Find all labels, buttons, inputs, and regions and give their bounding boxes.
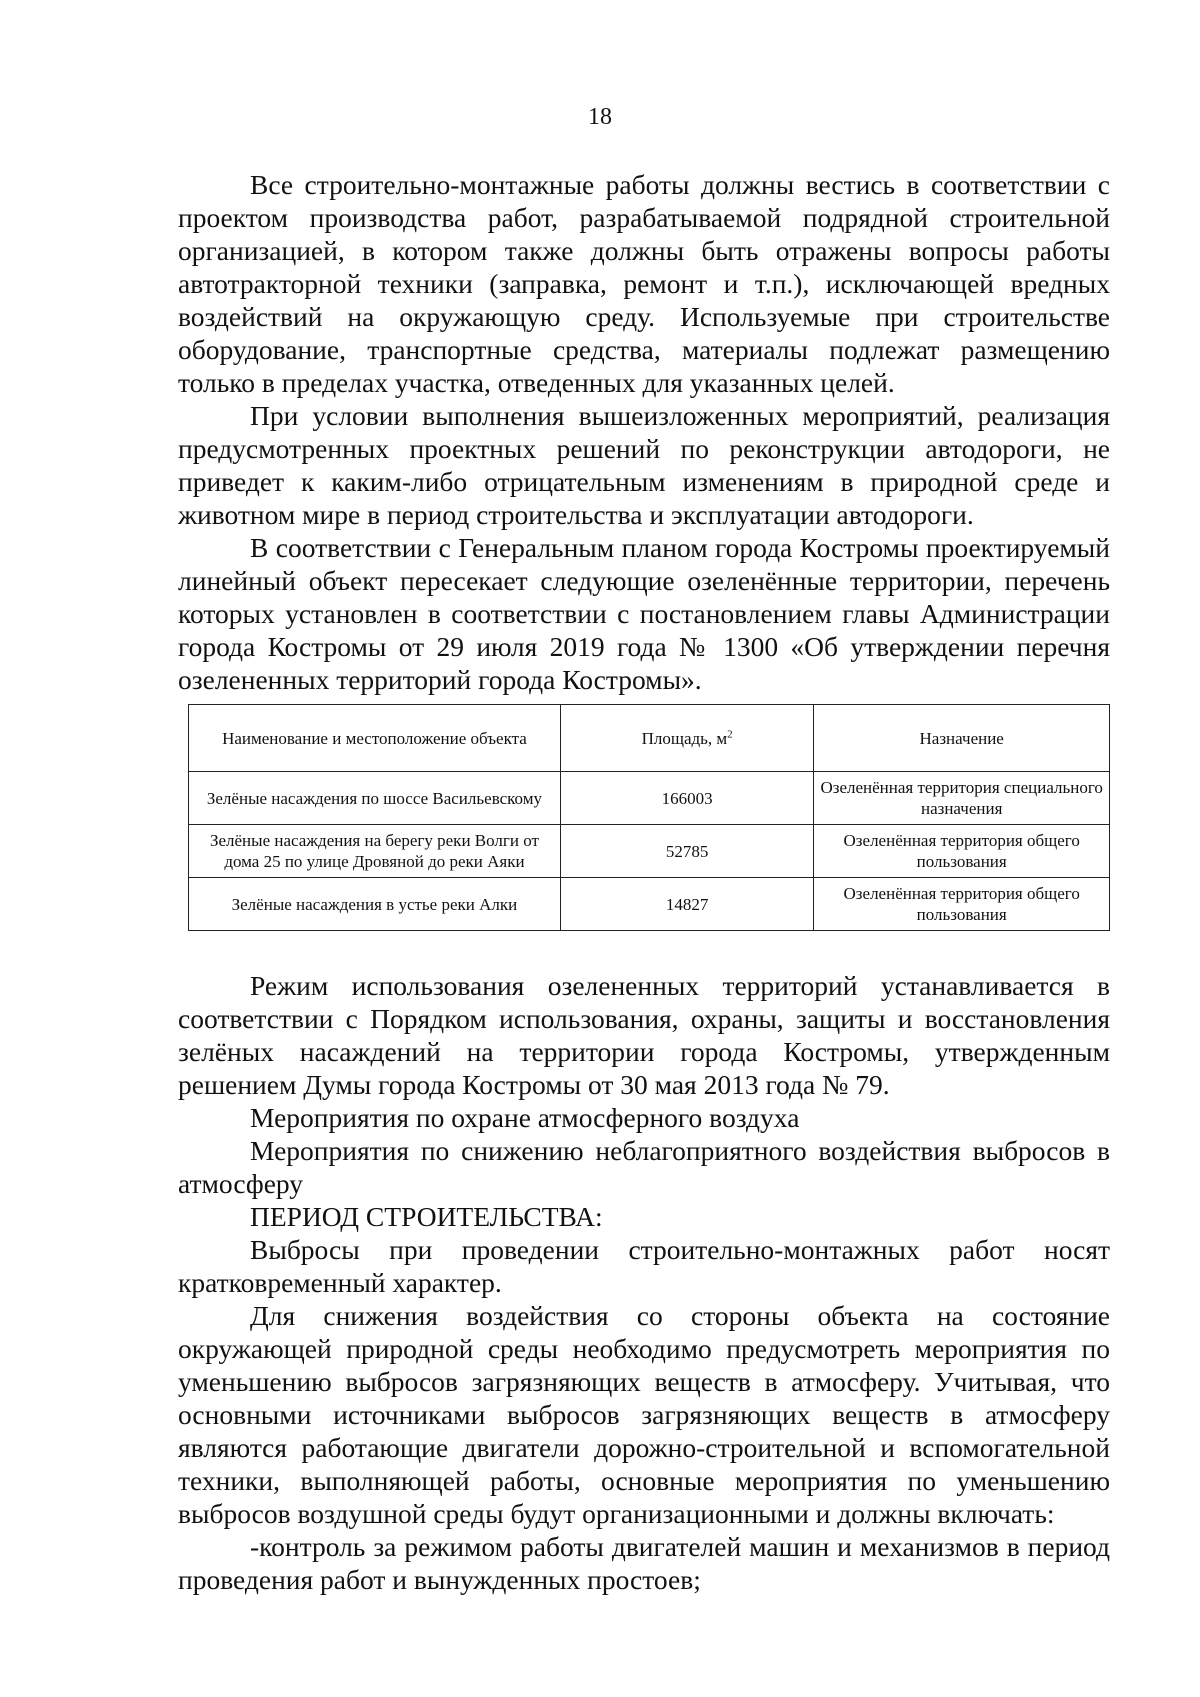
cell-purpose: Озеленённая территория общего пользования: [814, 878, 1110, 931]
cell-area: 52785: [560, 825, 814, 878]
cell-name: Зелёные насаждения в устье реки Алки: [189, 878, 561, 931]
list-item: -контроль за режимом работы двигателей машин и механизмов в период проведения работ и вынужденных простоев;: [178, 1531, 1110, 1595]
period-heading: ПЕРИОД СТРОИТЕЛЬСТВА:: [250, 1201, 603, 1232]
table-header-row: [189, 705, 1110, 772]
header-area-text: Площадь, м: [641, 728, 728, 748]
header-name: Наименование и местоположение объекта: [189, 705, 561, 772]
green-areas-table-wrapper: [188, 704, 1110, 931]
cell-area: 166003: [560, 772, 814, 825]
cell-purpose: Озеленённая территория общего пользования: [814, 825, 1110, 878]
text-block-top: [178, 168, 1110, 696]
paragraph: Выбросы при проведении строительно-монтажных работ носят кратковременный характер.: [178, 1234, 1110, 1298]
paragraph: Все строительно-монтажные работы должны вестись в соответствии с проектом производства работ, разрабатываемой подрядной строительной организацией, в котором также должны быть отражены вопросы работы автотракторной техники (заправка, ремонт и т.п.), исключающей вредных воздействий на окружающую среду. Используемые при строительстве оборудование, транспортные средства, материалы подлежат размещению только в пределах участка, отведенных для указанных целей.: [178, 169, 1110, 398]
section-heading: Мероприятия по охране атмосферного воздуха: [250, 1102, 800, 1133]
table-row: [189, 878, 1110, 931]
header-area-superscript: 2: [727, 727, 733, 740]
cell-area: 14827: [560, 878, 814, 931]
green-areas-table: [188, 704, 1110, 931]
page-number: 18: [588, 104, 612, 130]
table-row: [189, 772, 1110, 825]
paragraph: В соответствии с Генеральным планом города Костромы проектируемый линейный объект пересекает следующие озеленённые территории, перечень которых установлен в соответствии с постановлением главы Администрации города Костромы от 29 июля 2019 года № 1300 «Об утверждении перечня озелененных территорий города Костромы».: [178, 532, 1110, 695]
cell-name: Зелёные насаждения по шоссе Васильевскому: [189, 772, 561, 825]
table-row: [189, 825, 1110, 878]
text-block-bottom: [178, 969, 1110, 1596]
paragraph: Для снижения воздействия со стороны объекта на состояние окружающей природной среды необходимо предусмотреть мероприятия по уменьшению выбросов загрязняющих веществ в атмосферу. Учитывая, что основными источниками выбросов загрязняющих веществ в атмосферу являются работающие двигатели дорожно-строительной и вспомогательной техники, выполняющей работы, основные мероприятия по уменьшению выбросов воздушной среды будут организационными и должны включать:: [178, 1300, 1110, 1529]
cell-purpose: Озеленённая территория специального назначения: [814, 772, 1110, 825]
paragraph: Режим использования озелененных территорий устанавливается в соответствии с Порядком использования, охраны, защиты и восстановления зелёных насаждений на территории города Костромы, утвержденным решением Думы города Костромы от 30 мая 2013 года № 79.: [178, 970, 1110, 1100]
cell-name: Зелёные насаждения на берегу реки Волги от дома 25 по улице Дровяной до реки Аяки: [189, 825, 561, 878]
paragraph: Мероприятия по снижению неблагоприятного воздействия выбросов в атмосферу: [178, 1135, 1110, 1199]
paragraph: При условии выполнения вышеизложенных мероприятий, реализация предусмотренных проектных решений по реконструкции автодороги, не приведет к каким-либо отрицательным изменениям в природной среде и животном мире в период строительства и эксплуатации автодороги.: [178, 400, 1110, 530]
header-purpose: Назначение: [814, 705, 1110, 772]
header-area: [560, 705, 814, 772]
